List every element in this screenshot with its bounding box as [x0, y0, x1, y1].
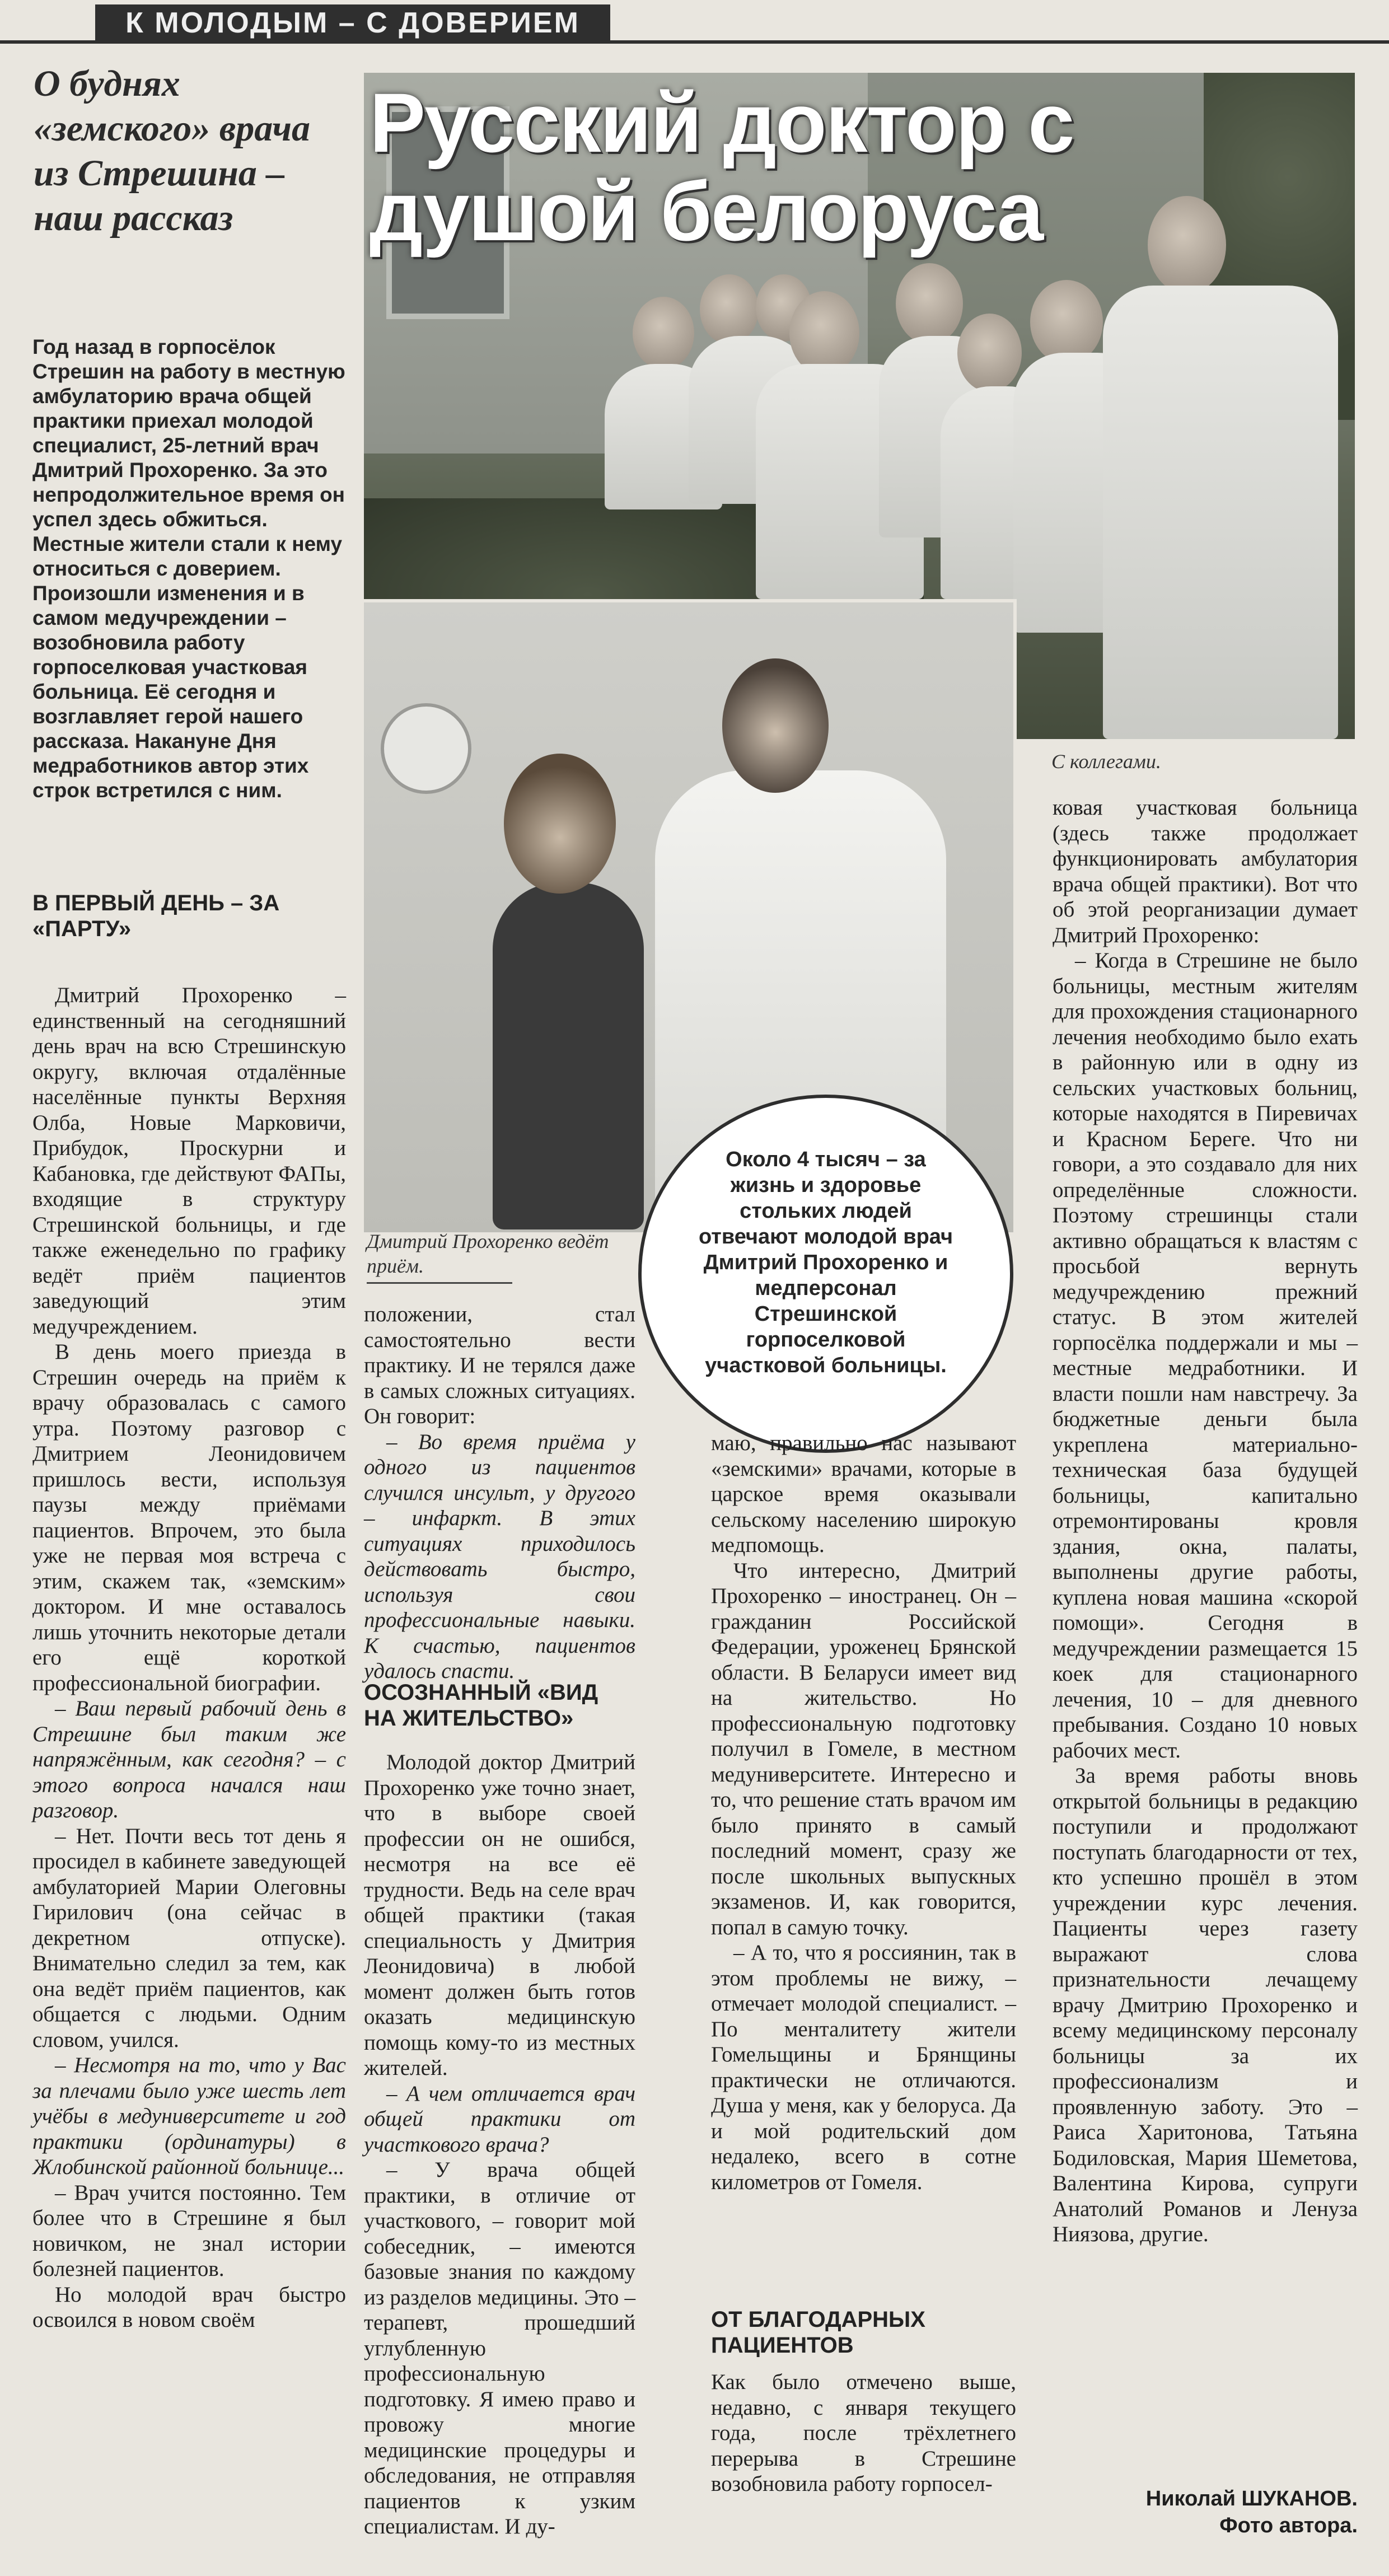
paragraph: Что интересно, Дмитрий Прохоренко – иностранец. Он – гражданин Российской Федерации, уроженец Брянской области. В Беларуси имеет вид на жительство. Но профессиональную подготовку получил в Гомеле, в местном медуниверситете. Интересно и то, что решение стать врачом им было принято в самый последний момент, сразу же после школьных выпускных экзаменов. И, как говорится, попал в самую точку. [711, 1558, 1016, 1939]
article-column-4 [1053, 795, 1358, 2247]
subheadline: О буднях «земского» врача из Стрешина – наш рассказ [34, 63, 310, 239]
paragraph: маю, правильно нас называют «земскими» врачами, которые в царское время оказывали сельскому населению широкую медпомощь. [711, 1431, 1016, 1557]
quote-text: Около 4 тысяч – за жизнь и здоровье стольких людей отвечают молодой врач Дмитрий Прохоренко и медперсонал Стрешинской горпоселковой участковой больницы. [698, 1148, 953, 1377]
quote-bubble [638, 1095, 1013, 1453]
rubric-banner: К МОЛОДЫМ – С ДОВЕРИЕМ [95, 4, 610, 41]
article-column-3 [711, 1430, 1016, 2195]
question-paragraph: – А чем отличается врач общей практики от участкового врача? [364, 2081, 635, 2157]
quote-paragraph: – Во время приёма у одного из пациентов случился инсульт, у другого – инфаркт. В этих ситуациях приходилось действовать быстро, используя свои профессиональные навыки. К счастью, пациентов удалось спасти. [364, 1429, 635, 1683]
caption-colleagues: С коллегами. [1051, 750, 1161, 773]
paragraph: Но молодой врач быстро освоился в новом своём [32, 2282, 346, 2332]
article-column-3-continued [711, 2369, 1016, 2497]
paragraph: В день моего приезда в Стрешин очередь на приём к врачу образовалась с самого утра. Поэтому разговор с Дмитрием Леонидовичем пришлось вести, используя паузы между приёмами пациентов. Впрочем, это была уже не первая моя встреча с этим, скажем так, «земским» доктором. И мне оставалось лишь уточнить некоторые детали его ещё короткой профессиональной биографии. [32, 1340, 346, 1695]
article-column-1 [32, 983, 346, 2333]
section-heading-patients: ОТ БЛАГОДАРНЫХ ПАЦИЕНТОВ [711, 2307, 925, 2358]
paragraph: Как было отмечено выше, недавно, с января текущего года, после трёхлетнего перерыва в Стрешине возобновила работу горпосел- [711, 2370, 1016, 2496]
paragraph: Молодой доктор Дмитрий Прохоренко уже точно знает, что в выборе своей профессии он не ошибся, несмотря на все её трудности. Ведь на селе врач общей практики (такая специальность у Дмитрия Леонидовича) в любой момент должен быть готов оказать медицинскую помощь кому-то из местных жителей. [364, 1750, 635, 2080]
paragraph: – Врач учится постоянно. Тем более что в Стрешине я был новичком, не знал истории болезней пациентов. [32, 2180, 346, 2281]
lead-paragraph: Год назад в горпосёлок Стрешин на работу в местную амбулаторию врача общей практики приехал молодой специалист, 25-летний врач Дмитрий Прохоренко. За это непродолжительное время он успел здесь обжиться. Местные жители стали к нему относиться с доверием. Произошли изменения и в самом медучреждении – возобновила работу горпоселковая участковая больница. Её сегодня и возглавляет герой нашего рассказа. Накануне Дня медработников автор этих строк встретился с ним. [32, 335, 345, 802]
paragraph: – А то, что я россиянин, так в этом проблемы не вижу, – отмечает молодой специалист. – По менталитету жители Гомельщины и Брянщины практически не отличаются. Душа у меня, как у белоруса. Да и мой родительский дом недалеко, всего в сотне километров от Гомеля. [711, 1941, 1016, 2194]
paragraph: – У врача общей практики, в отличие от участкового, – говорит мой собеседник, – имеются базовые знания по каждому из разделов медицины. Это – терапевт, прошедший углубленную профессиональную подготовку. Я имею право и провожу многие медицинские процедуры и обследования, не отправляя пациентов к узким специалистам. И ду- [364, 2158, 635, 2538]
question-paragraph: – Несмотря на то, что у Вас за плечами было уже шесть лет учёбы в медуниверситете и год практики (ординатуры) в Жлобинской районной больнице... [32, 2053, 346, 2179]
paragraph: – Когда в Стрешине не было больницы, местным жителям для прохождения стационарного лечения необходимо было ехать в районную или в одну из сельских участковых больниц, которые находятся в Пиревичах и Красном Береге. Что ни говори, а это создавало для них определённые сложности. Поэтому стрешинцы стали активно обращаться к властям с просьбой вернуть медучреждению прежний статус. В этом жителей горпосёлка поддержали и мы – местные медработники. И власти пошли нам навстречу. За бюджетные деньги была укреплена материально-техническая база будущей больницы, капитально отремонтированы кровля здания, окна, палаты, выполнены другие работы, куплена новая машина «скорой помощи». Сегодня в медучреждении размещается 15 коек для стационарного лечения, 10 – для дневного пребывания. Создано 10 новых рабочих мест. [1053, 948, 1358, 1762]
question-paragraph: – Ваш первый рабочий день в Стрешине был таким же напряжённым, как сегодня? – с этого вопроса начался наш разговор. [32, 1696, 346, 1822]
paragraph: Дмитрий Прохоренко – единственный на сегодняшний день врач на всю Стрешинскую округу, включая отдалённые населённые пункты Верхняя Олба, Новые Марковичи, Прибудок, Проскурни и Кабановка, где действуют ФАПы, входящие в структуру Стрешинской больницы, и где также еженедельно по графику ведёт приём пациентов заведующий этим медучреждением. [32, 983, 346, 1339]
section-heading-first-day: В ПЕРВЫЙ ДЕНЬ – ЗА «ПАРТУ» [32, 891, 280, 941]
paragraph: За время работы вновь открытой больницы в редакцию поступили и продолжают поступать благодарности от тех, кто успешно прошёл в этом учреждении курс лечения. Пациенты через газету выражают слова признательности лечащему врачу Дмитрию Прохоренко и всему медицинскому персоналу больницы за их профессионализм и проявленную заботу. Это – Раиса Харитонова, Татьяна Бодиловская, Мария Шеметова, Валентина Кирова, супруги Анатолий Романов и Ленуза Ниязова, другие. [1053, 1764, 1358, 2246]
paragraph: положении, стал самостоятельно вести практику. И не терялся даже в самых сложных ситуациях. Он говорит: [364, 1302, 635, 1428]
paragraph: – Нет. Почти весь тот день я просидел в кабинете заведующей амбулаторией Марии Олеговны Гирилович (она сейчас в декретном отпуске). Внимательно следил за тем, как она ведёт приём пациентов, как общается с людьми. Одним словом, учился. [32, 1824, 346, 2052]
article-column-2 [364, 1302, 635, 1684]
rubric-divider [0, 40, 1389, 44]
paragraph: ковая участковая больница (здесь также продолжает функционировать амбулатория врача общей практики). Вот что об этой реорганизации думает Дмитрий Прохоренко: [1053, 796, 1358, 947]
photo-credit: Фото автора. [1219, 2514, 1358, 2537]
author-signature: Николай ШУКАНОВ. [1145, 2487, 1358, 2510]
caption-divider [367, 1282, 512, 1284]
article-column-2-continued [364, 1750, 635, 2540]
headline: Русский доктор с душой белоруса [370, 76, 1074, 258]
section-heading-residence: ОСОЗНАННЫЙ «ВИД НА ЖИТЕЛЬСТВО» [364, 1680, 598, 1731]
caption-reception: Дмитрий Прохоренко ведёт приём. [367, 1230, 609, 1277]
